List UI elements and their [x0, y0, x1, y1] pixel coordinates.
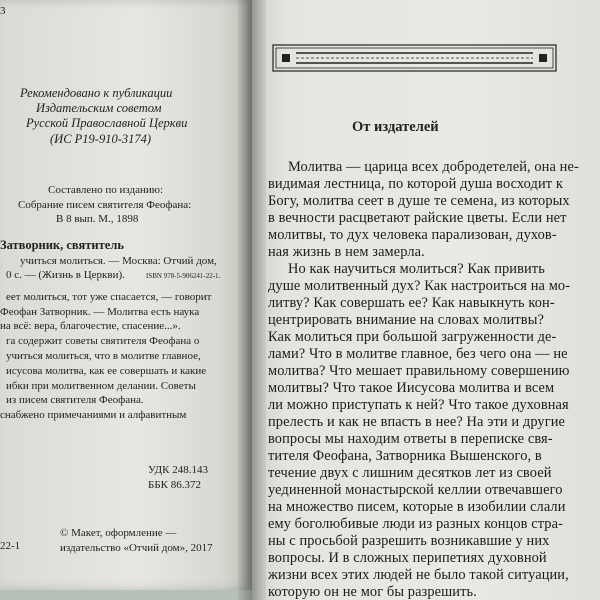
recommendation-line: Русской Православной Церкви: [26, 116, 188, 130]
body-line: прелесть и как не впасть в нее? На эти и другие: [268, 414, 566, 430]
body-line: центрировать внимание на словах молитвы?: [268, 312, 544, 328]
body-line: ему боголюбивые люди из разных концов стра-: [268, 516, 563, 532]
bib-line: Феофан Затворник. — Молитва есть наука: [0, 306, 200, 318]
body-line: тителя Феофана, Затворника Вышенского, в: [268, 448, 542, 464]
body-line: Богу, молитва сеет в душе те семена, из которых: [268, 193, 570, 209]
bbk-code: ББК 86.372: [148, 479, 201, 491]
body-line: в вечности расцветают райские цветы. Если нет: [268, 210, 567, 226]
isbn-line: ISBN 978-5-906241-22-1.: [146, 272, 221, 280]
body-line: Молитва — царица всех добродетелей, она не-: [288, 159, 579, 175]
bib-line: еет молиться, тот уже спасается, — говорит: [6, 291, 212, 303]
body-line: вопросы мы находим ответы в переписке свя-: [268, 431, 553, 447]
body-line: ная жизнь в нем замерла.: [268, 244, 425, 260]
bib-line: 0 с. — (Жизнь в Церкви).: [6, 269, 125, 281]
bib-line: ибки при молитвенном делании. Советы: [6, 380, 196, 392]
bib-line: учиться молиться. — Москва: Отчий дом,: [20, 255, 217, 267]
body-line: жизни всех этих людей не было такой ситуации,: [268, 567, 569, 583]
body-line: молитва? Что мешает правильному совершению: [268, 363, 570, 379]
body-line: которую он не мог бы разрешить.: [268, 584, 477, 600]
recommendation-line: (ИС Р19-910-3174): [50, 132, 152, 146]
recommendation-line: Рекомендовано к публикации: [20, 86, 173, 100]
recommendation-line: Издательским советом: [36, 101, 162, 115]
body-line: ли можно приступать к ней? Что такое духовная: [268, 397, 569, 413]
body-line: молитвы, то дух человека парализован, духов-: [268, 227, 557, 243]
isbn-fragment: 22-1: [0, 540, 21, 552]
author-heading: Затворник, святитель: [0, 238, 124, 252]
copyright-line: © Макет, оформление —: [60, 527, 177, 539]
body-line: литву? Как совершать ее? Как навыкнуть кон-: [268, 295, 555, 311]
source-line: В 8 вып. М., 1898: [56, 213, 139, 225]
bib-line: га содержит советы святителя Феофана о: [6, 335, 200, 347]
body-line: видимая лестница, по которой душа восходит к: [268, 176, 563, 192]
body-line: вопросы. И в сложных перипетиях духовной: [268, 550, 547, 566]
bib-line: исусова молитва, как ее совершать и какие: [6, 365, 207, 377]
body-line: ны с просьбой разрешить возникавшие у них: [268, 533, 550, 549]
body-line: Как молиться при большой загруженности де-: [268, 329, 557, 345]
bib-line: из писем святителя Феофана.: [6, 394, 144, 406]
copyright-line: издательство «Отчий дом», 2017: [60, 542, 213, 554]
body-line: уединенной монастырской келлии отвечавшего: [268, 482, 563, 498]
body-line: лами? Что в молитве главное, без чего она — не: [268, 346, 568, 362]
page-number-fragment: 3: [0, 5, 6, 17]
body-line: молитвы? Что такое Иисусова молитва и всем: [268, 380, 555, 396]
body-line: течение двух с лишним десятков лет из своей: [268, 465, 552, 481]
bib-line: снабжено примечаниями и алфавитным: [0, 409, 187, 421]
book-gutter: [238, 0, 266, 600]
source-line: Собрание писем святителя Феофана:: [18, 199, 192, 211]
decorative-border-ornament: [272, 44, 557, 72]
body-line: душе молитвенный дух? Как настроиться на мо-: [268, 278, 571, 294]
bib-line: на всё: вера, благочестие, спасение...».: [0, 320, 181, 332]
page-title: От издателей: [352, 119, 439, 135]
udk-code: УДК 248.143: [148, 464, 209, 476]
bib-line: учиться молиться, что в молитве главное,: [6, 350, 201, 362]
body-line: на множество писем, которые в изобилии слали: [268, 499, 566, 515]
body-line: Но как научиться молиться? Как привить: [288, 261, 545, 277]
source-line: Составлено по изданию:: [48, 184, 164, 196]
